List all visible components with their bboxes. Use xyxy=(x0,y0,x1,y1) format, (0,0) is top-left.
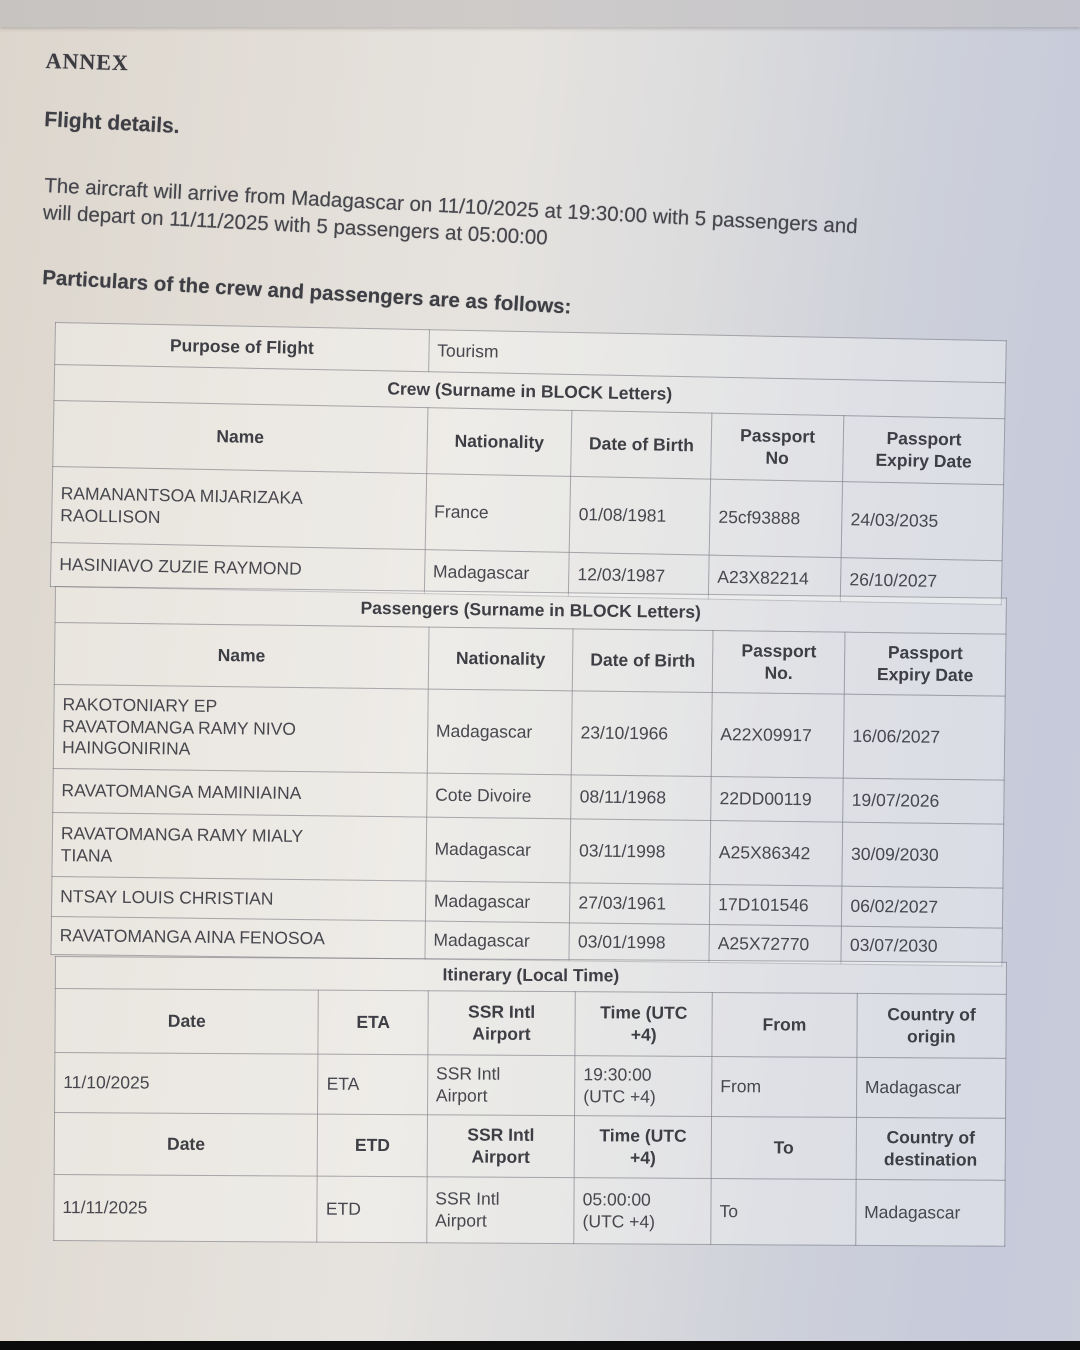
col-header-passport-expiry: Passport Expiry Date xyxy=(843,416,1005,485)
dob-cell: 01/08/1981 xyxy=(569,476,710,555)
annex-label: ANNEX xyxy=(45,48,130,76)
col-header-eta: ETA xyxy=(318,990,428,1055)
col-header-date: Date xyxy=(54,1113,318,1177)
col-header-airport: SSR Intl Airport xyxy=(428,991,576,1056)
departure-header-row xyxy=(54,1113,1005,1181)
passengers-section-title: Passengers (Surname in BLOCK Letters) xyxy=(55,587,1006,635)
col-header-passport-expiry: Passport Expiry Date xyxy=(845,632,1006,696)
dob-cell: 23/10/1966 xyxy=(572,691,713,777)
nationality-cell: France xyxy=(425,474,571,553)
particulars-line: Particulars of the crew and passengers are as follows: xyxy=(41,266,572,319)
passengers-table xyxy=(50,586,1006,967)
passport-no-cell: 17D101546 xyxy=(709,885,842,927)
col-header-etd: ETD xyxy=(318,1114,428,1177)
passport-expiry-cell: 26/10/2027 xyxy=(841,558,1003,605)
dob-cell: 03/01/1998 xyxy=(569,923,709,963)
name-cell: NTSAY LOUIS CHRISTIAN xyxy=(51,876,425,921)
itinerary-table xyxy=(53,956,1007,1247)
passport-expiry-cell: 24/03/2035 xyxy=(841,482,1003,561)
dob-cell: 03/11/1998 xyxy=(570,819,711,885)
date-cell: 11/11/2025 xyxy=(54,1174,318,1242)
col-header-country-origin: Country of origin xyxy=(857,993,1007,1058)
col-header-dob: Date of Birth xyxy=(571,410,712,479)
eta-cell: ETA xyxy=(318,1054,428,1115)
col-header-passport-no: Passport No. xyxy=(712,631,845,695)
passenger-row xyxy=(53,684,1005,780)
crew-table xyxy=(50,322,1007,605)
name-cell: RAVATOMANGA RAMY MIALY TIANA xyxy=(52,812,426,881)
passengers-header-row xyxy=(54,623,1006,697)
col-header-passport-no: Passport No xyxy=(711,413,844,482)
passport-expiry-cell: 30/09/2030 xyxy=(842,822,1004,888)
name-cell: RAVATOMANGA MAMINIAINA xyxy=(53,768,427,817)
nationality-cell: Madagascar xyxy=(427,689,573,775)
photo-top-band xyxy=(0,0,1080,27)
passenger-row xyxy=(52,812,1004,888)
to-cell: To xyxy=(711,1179,856,1246)
col-header-name: Name xyxy=(53,400,428,473)
date-cell: 11/10/2025 xyxy=(55,1053,319,1115)
passport-expiry-cell: 16/06/2027 xyxy=(843,694,1005,780)
dob-cell: 08/11/1968 xyxy=(571,775,711,821)
passport-expiry-cell: 06/02/2027 xyxy=(842,886,1003,928)
name-cell: HASINIAVO ZUZIE RAYMOND xyxy=(50,542,425,593)
time-cell: 05:00:00 (UTC +4) xyxy=(574,1178,711,1245)
col-header-airport: SSR Intl Airport xyxy=(427,1115,575,1178)
purpose-value: Tourism xyxy=(428,330,1006,383)
passport-no-cell: 25cf93888 xyxy=(709,479,843,558)
col-header-time: Time (UTC +4) xyxy=(575,992,712,1057)
dob-cell: 27/03/1961 xyxy=(570,883,710,925)
arrival-row xyxy=(55,1053,1006,1119)
departure-row xyxy=(54,1174,1005,1246)
passport-no-cell: A23X82214 xyxy=(708,555,841,602)
country-origin-cell: Madagascar xyxy=(856,1057,1006,1118)
nationality-cell: Madagascar xyxy=(426,817,571,883)
purpose-label: Purpose of Flight xyxy=(55,323,429,372)
nationality-cell: Madagascar xyxy=(424,550,569,597)
passport-expiry-cell: 19/07/2026 xyxy=(843,778,1004,824)
col-header-to: To xyxy=(711,1117,856,1180)
col-header-time: Time (UTC +4) xyxy=(574,1116,711,1179)
passport-no-cell: A22X09917 xyxy=(711,693,844,779)
passport-expiry-cell: 03/07/2030 xyxy=(841,926,1002,966)
airport-cell: SSR Intl Airport xyxy=(427,1055,575,1116)
col-header-country-destination: Country of destination xyxy=(856,1117,1006,1180)
itinerary-section-title: Itinerary (Local Time) xyxy=(55,957,1006,995)
passport-no-cell: 22DD00119 xyxy=(711,777,844,823)
intro-paragraph: The aircraft will arrive from Madagascar on 11/10/2025 at 19:30:00 with 5 passengers and will depart on 11/11/2025 with 5 passengers at 05:00:00 xyxy=(42,173,859,250)
nationality-cell: Madagascar xyxy=(425,921,570,961)
photo-bottom-strip xyxy=(0,1341,1080,1350)
name-cell: RAKOTONIARY EP RAVATOMANGA RAMY NIVO HAINGONIRINA xyxy=(53,684,428,773)
airport-cell: SSR Intl Airport xyxy=(427,1177,575,1244)
arrival-header-row xyxy=(55,989,1006,1059)
passport-no-cell: A25X86342 xyxy=(710,821,843,887)
col-header-date: Date xyxy=(55,989,319,1055)
col-header-nationality: Nationality xyxy=(426,408,572,477)
col-header-from: From xyxy=(712,993,857,1058)
crew-section-title: Crew (Surname in BLOCK Letters) xyxy=(54,365,1006,419)
name-cell: RAMANANTSOA MIJARIZAKA RAOLLISON xyxy=(51,466,426,549)
time-cell: 19:30:00 (UTC +4) xyxy=(575,1056,712,1117)
nationality-cell: Cote Divoire xyxy=(426,773,571,819)
from-cell: From xyxy=(712,1057,857,1118)
passport-no-cell: A25X72770 xyxy=(709,925,842,965)
col-header-name: Name xyxy=(54,623,428,690)
country-destination-cell: Madagascar xyxy=(855,1179,1005,1246)
name-cell: RAVATOMANGA AINA FENOSOA xyxy=(51,916,425,959)
col-header-nationality: Nationality xyxy=(428,627,573,691)
dob-cell: 12/03/1987 xyxy=(569,552,710,599)
nationality-cell: Madagascar xyxy=(425,881,570,923)
page-title: Flight details. xyxy=(43,108,181,139)
col-header-dob: Date of Birth xyxy=(573,629,714,693)
etd-cell: ETD xyxy=(317,1176,427,1243)
